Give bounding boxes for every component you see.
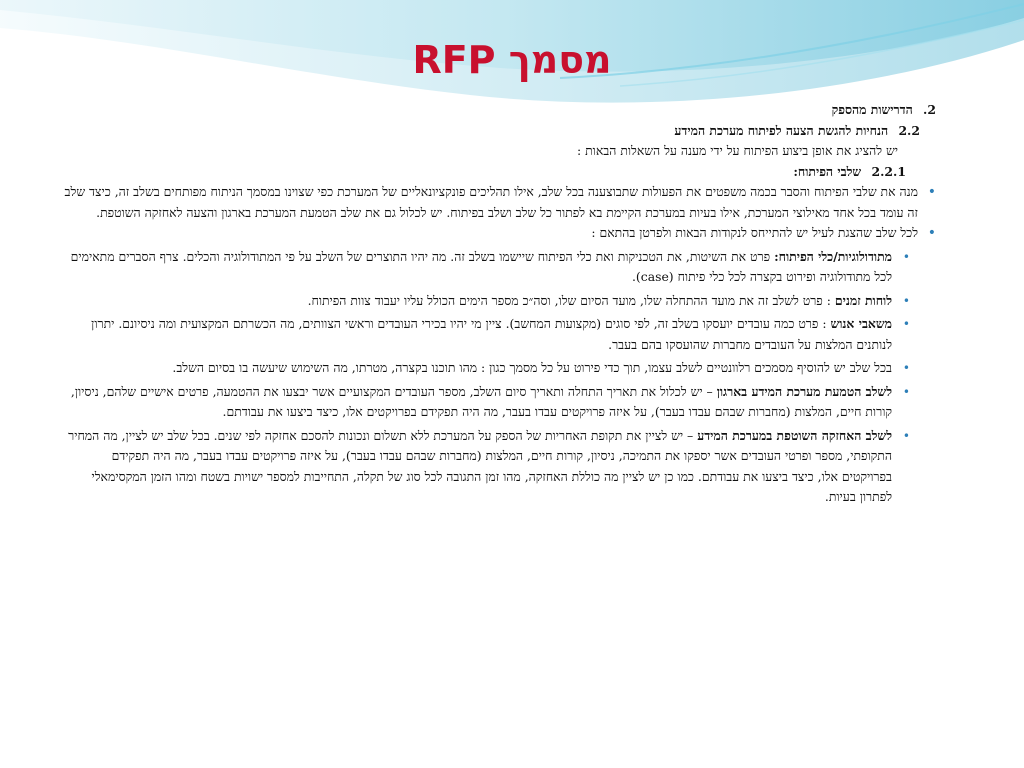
list-item-text: מנה את שלבי הפיתוח והסבר בכמה משפטים את הפעולות שתבוצענה בכל שלב, אילו תהליכים פונקציונאליים של המערכת כפי שצוינו במסמך הניתוח מפותחים בשלב זה, כיצד שלב זה עומד בכל אחד מאילוצי המערכת, אילו בעיות במערכת הקיימת בא לפתור כל שלב ושלב בפיתוח. יש לכלול גם את שלב הטמעת המערכת בארגון והצעה לאחזקה השוטפת. [64,184,918,220]
list-item [62,182,936,223]
sub-item-text: : פרט כמה עובדים יועסקו בשלב זה, לפי סוגים (מקצועות המחשב). ציין מי יהיו בכירי העובדים וראשי הצוותים, מה הכשרתם המקצועית ומה ניסיונם. יתרון לנותנים המלצות על העובדים מחברות שהועסקו בהם בעבר. [91,316,892,352]
sub-item-text: פרט את השיטות, את הטכניקות ואת כלי הפיתוח שיישמו בשלב זה. מה יהיו התוצרים של השלב על פי המתודולוגיה והכלים. צרף הסברים מתאימים לכל מתודולוגיה ופירוט בקצרה לכל כלי פיתוח (case). [70,248,892,284]
bullet-icon: • [902,428,910,443]
sub-item-lead: מתודולוגיות/כלי הפיתוח: [774,248,892,264]
bullet-icon: • [902,249,910,264]
bullet-icon: • [902,317,910,331]
section-label: הנחיות להגשת הצעה לפיתוח מערכת המידע [674,122,889,138]
sub-list-item [62,291,936,312]
bullet-icon: • [902,293,910,308]
sub-list-item [62,358,936,379]
document-body [62,100,936,511]
section-number: 2.2.1 [871,163,906,179]
sub-list-item [62,314,936,355]
bullet-icon: • [927,225,936,241]
sub-item-lead: לוחות זמנים [834,292,892,308]
sub-item-text: בכל שלב יש להוסיף מסמכים רלוונטיים לשלב עצמו, תוך כדי פירוט על כל מסמך כגון : מהו תוכנו בקצרה, מטרתו, מה השימוש שיעשה בו בסיום השלב. [172,360,892,375]
slide-title: מסמך RFP [412,38,612,82]
sub-item-text: – יש לכלול את תאריך התחלה ותאריך סיום השלב, מספר העובדים המקצועיים אשר יבצעו את ההטמעה, פרטים אישיים שלהם, ניסיון, קורות חיים, המלצות (מחברות שבהם עבדו בעבר), על איזה פרויקטים עבדו בעבר, מה היה תפקידם בפרויקטים אלו, כיצד ביצעו את עבודתם. [70,383,892,419]
section-label: הדרישות מהספק [831,102,913,117]
bullet-icon: • [902,384,910,399]
sub-list-item [62,382,936,423]
bullet-icon: • [927,184,936,200]
section-number: 2.2 [898,122,920,138]
sub-item-lead: משאבי אנוש [830,316,892,331]
sub-list-item [62,426,936,508]
sub-list-item [62,247,936,288]
section-heading-2 [62,100,936,121]
section-instruction: יש להציג את אופן ביצוע הפיתוח על ידי מענה על השאלות הבאות : [577,143,898,158]
section-number: 2. [923,102,936,117]
list-item [62,223,936,244]
section-heading-2-2-1 [62,162,936,183]
sub-item-text: : פרט לשלב זה את מועד ההתחלה שלו, מועד הסיום שלו, וסה״כ מספר הימים הכולל עליו יעבוד צוות הפיתוח. [307,292,835,308]
sub-item-lead: לשלב הטמעת מערכת המידע בארגון [716,383,892,399]
sub-item-text: – יש לציין את תקופת האחריות של הספק על המערכת ללא תשלום ונכונות להסכם אחזקה לפי שנים. בכל שלב יש לציין, מה המחיר התקופתי, מספר ופרטי העובדים אשר יספקו את התמיכה, ניסיון, קורות חיים, המלצות (מחברות שבהם עבדו בעבר), על איזה פרויקטים עבדו בעבר, מה היה תפקידם בפרויקטים אלו, כיצד ביצעו את עבודתם. כמו כן יש לציין מה כוללת האחזקה, מהו זמן התגובה לכל סוג של תקלה, התחייבות למספר ישויות בשטח ומהו הזמן המקסימאלי לפתרון בעיות. [68,427,892,504]
sub-item-lead: לשלב האחזקה השוטפת במערכת המידע [697,427,892,443]
list-item-text: לכל שלב שהצגת לעיל יש להתייחס לנקודות הבאות ולפרטן בהתאם : [591,225,918,240]
section-heading-2-2 [62,121,936,142]
section-label: שלבי הפיתוח: [793,163,862,179]
bullet-icon: • [902,361,910,375]
